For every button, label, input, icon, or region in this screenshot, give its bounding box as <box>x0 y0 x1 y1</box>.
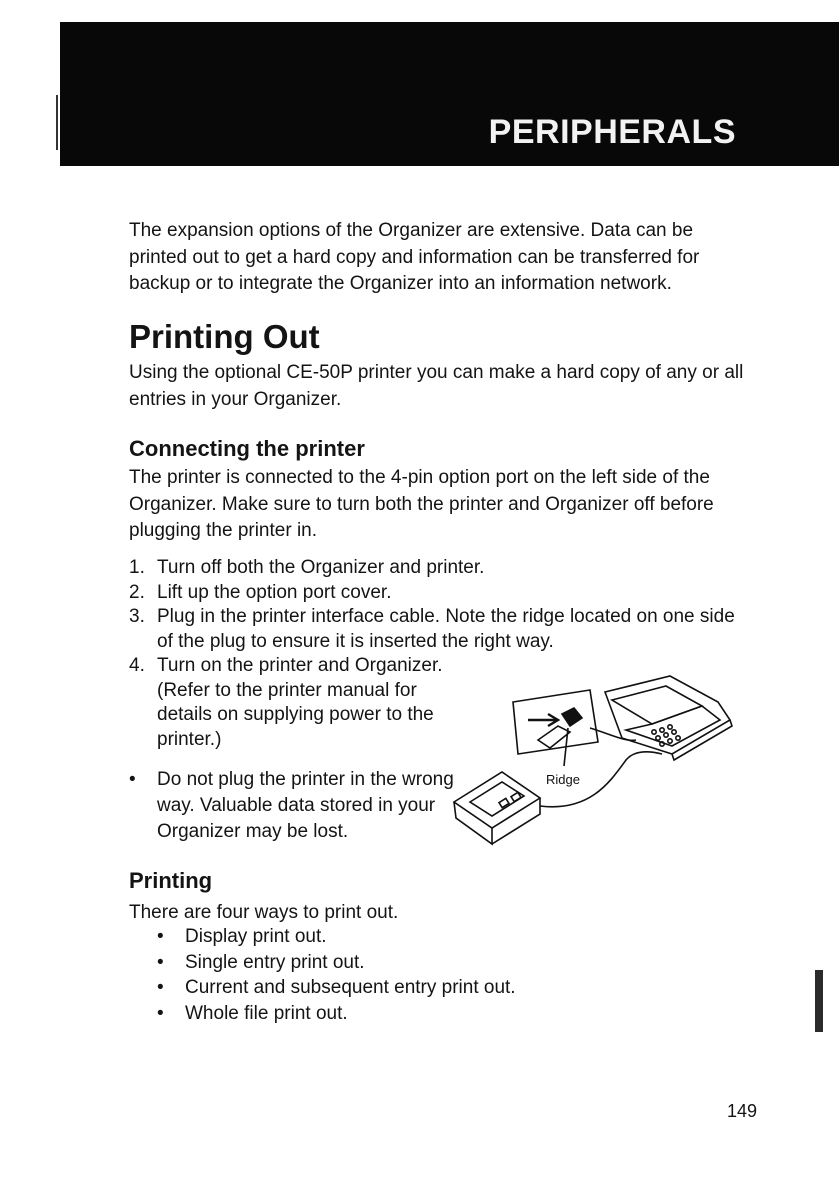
list-item <box>157 924 516 950</box>
step-item <box>129 581 749 606</box>
subsection-heading: Printing <box>129 868 213 893</box>
printer-connection-illustration <box>440 662 740 854</box>
intro-paragraph: The expansion options of the Organizer are extensive. Data can be printed out to get a hard copy and information can be transferred for backup or to integrate the Organizer into an information network. <box>129 220 700 294</box>
bullet-icon: • <box>157 951 164 973</box>
bullet-icon: • <box>157 926 164 947</box>
bullet-icon: • <box>157 1002 164 1024</box>
list-item-text: Whole file print out. <box>185 1002 348 1024</box>
step-number: 2. <box>129 581 145 603</box>
thumb-tab-marker <box>815 970 823 1032</box>
list-item <box>157 975 516 1001</box>
subsection-heading: Connecting the printer <box>129 436 365 461</box>
list-item-text: Current and subsequent entry print out. <box>185 977 516 998</box>
step-text: Turn off both the Organizer and printer. <box>157 557 485 578</box>
subsection-paragraph: The printer is connected to the 4-pin option port on the left side of the Organizer. Make sure to turn both the printer and Organizer off before plugging the printer in. <box>129 467 714 541</box>
step-text: Plug in the printer interface cable. Note the ridge located on one side of the plug to ensure it is inserted the right way. <box>157 606 735 652</box>
bullet-icon: • <box>129 769 136 790</box>
chapter-title: PERIPHERALS <box>488 113 736 151</box>
warning-text: Do not plug the printer in the wrong way. Valuable data stored in your Organizer may be lost. <box>157 769 454 842</box>
step-item <box>129 556 749 581</box>
section-paragraph: Using the optional CE-50P printer you can make a hard copy of any or all entries in your Organizer. <box>129 362 744 410</box>
warning-note <box>129 767 487 845</box>
printing-intro: There are four ways to print out. <box>129 902 399 923</box>
list-item-text: Display print out. <box>185 926 327 947</box>
ridge-label: Ridge <box>546 772 580 787</box>
step-text: Lift up the option port cover. <box>157 581 392 603</box>
step-item <box>129 654 457 752</box>
list-item <box>157 950 516 976</box>
step-text: Turn on the printer and Organizer. (Refer to the printer manual for details on supplying power to the printer.) <box>157 655 443 750</box>
list-item-text: Single entry print out. <box>185 951 365 973</box>
list-item <box>157 1001 516 1027</box>
step-number: 1. <box>129 557 145 578</box>
step-item <box>129 605 749 654</box>
step-number: 4. <box>129 655 145 676</box>
bullet-icon: • <box>157 977 164 998</box>
section-heading: Printing Out <box>129 318 320 355</box>
page-number: 149 <box>727 1101 758 1121</box>
print-ways-list <box>157 924 516 1026</box>
step-number: 3. <box>129 606 145 627</box>
scan-mark <box>56 95 58 150</box>
